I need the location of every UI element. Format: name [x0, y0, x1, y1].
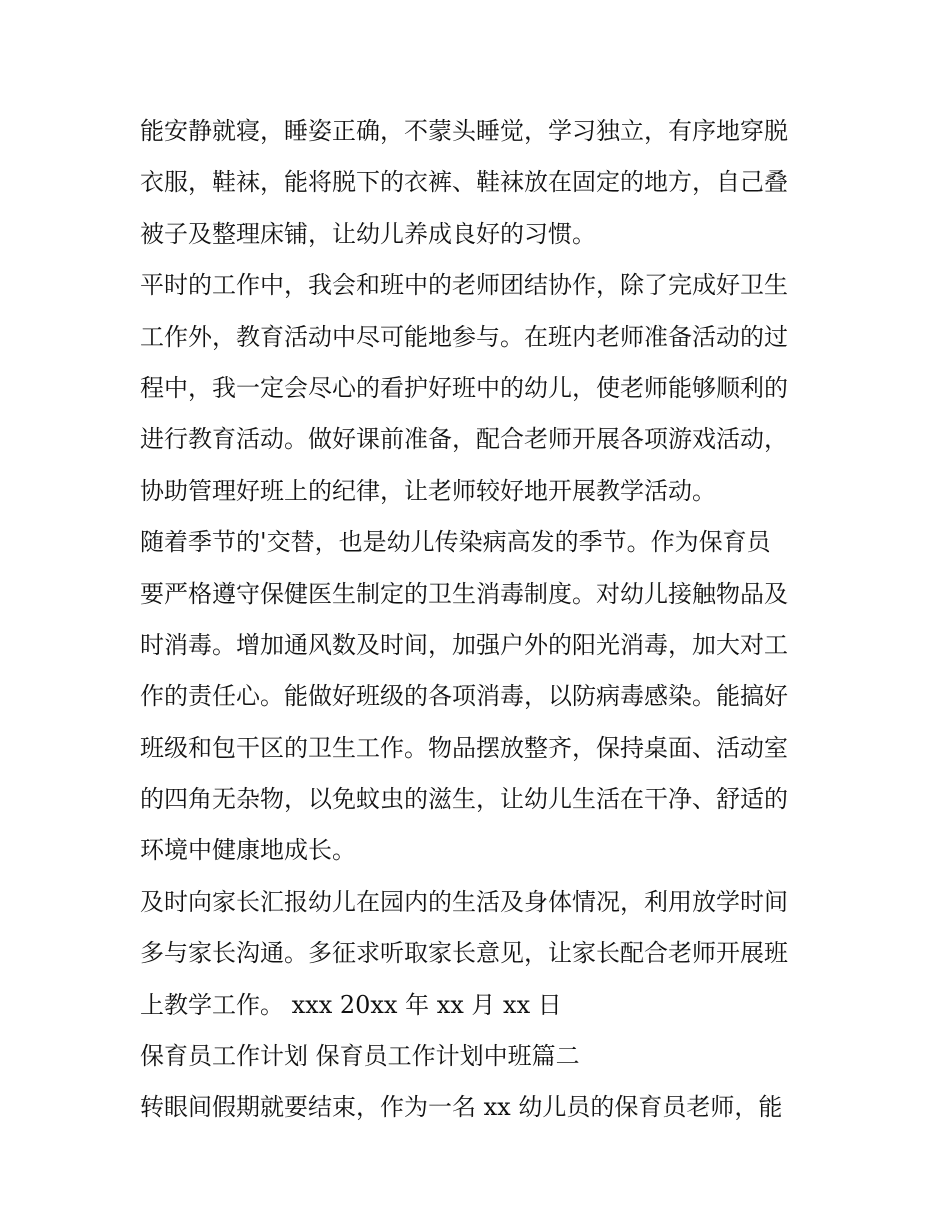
- text-line: 程中，我一定会尽心的看护好班中的幼儿，使老师能够顺利的: [140, 373, 788, 402]
- text-line: 进行教育活动。做好课前准备，配合老师开展各项游戏活动，: [140, 425, 788, 454]
- text-line: 上教学工作。 xxx 20xx 年 xx 月 xx 日: [140, 990, 562, 1019]
- text-line: 衣服，鞋袜，能将脱下的衣裤、鞋袜放在固定的地方，自己叠: [140, 168, 788, 197]
- text-line: 作的责任心。能做好班级的各项消毒，以防病毒感染。能搞好: [140, 682, 788, 711]
- section-heading: 保育员工作计划 保育员工作计划中班篇二: [140, 1042, 580, 1071]
- text-line: 平时的工作中，我会和班中的老师团结协作，除了完成好卫生: [140, 271, 788, 300]
- text-line: 及时向家长汇报幼儿在园内的生活及身体情况，利用放学时间: [140, 887, 788, 916]
- text-line: 班级和包干区的卫生工作。物品摆放整齐，保持桌面、活动室: [140, 733, 788, 762]
- text-line: 多与家长沟通。多征求听取家长意见，让家长配合老师开展班: [140, 939, 788, 968]
- document-body: [140, 106, 820, 1134]
- text-line: 要严格遵守保健医生制定的卫生消毒制度。对幼儿接触物品及: [140, 579, 788, 608]
- text-line: 工作外，教育活动中尽可能地参与。在班内老师准备活动的过: [140, 322, 788, 351]
- text-line: 随着季节的'交替，也是幼儿传染病高发的季节。作为保育员: [140, 528, 771, 557]
- text-line: 的四角无杂物，以免蚊虫的滋生，让幼儿生活在干净、舒适的: [140, 785, 788, 814]
- text-line: 协助管理好班上的纪律，让老师较好地开展教学活动。: [140, 476, 716, 505]
- text-line: 被子及整理床铺，让幼儿养成良好的习惯。: [140, 219, 596, 248]
- text-line: 时消毒。增加通风数及时间，加强户外的阳光消毒，加大对工: [140, 630, 788, 659]
- text-line: 环境中健康地成长。: [140, 836, 356, 865]
- text-line: 能安静就寝，睡姿正确，不蒙头睡觉，学习独立，有序地穿脱: [140, 117, 788, 145]
- text-line: 转眼间假期就要结束，作为一名 xx 幼儿员的保育员老师，能: [140, 1093, 783, 1122]
